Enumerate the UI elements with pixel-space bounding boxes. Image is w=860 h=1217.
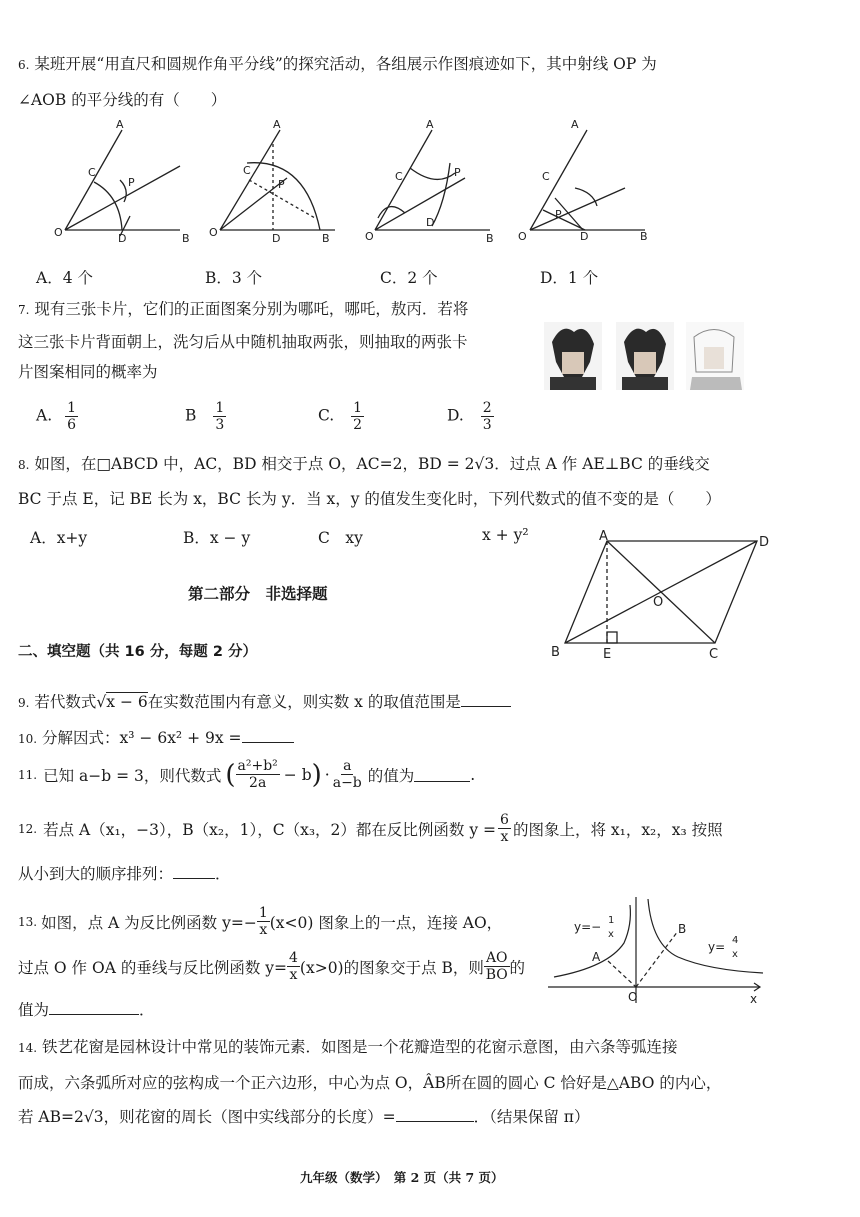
svg-text:P: P (555, 208, 562, 221)
svg-text:C: C (542, 170, 550, 183)
svg-text:C: C (709, 647, 719, 660)
svg-text:B: B (551, 645, 560, 660)
svg-text:x: x (750, 992, 758, 1005)
svg-text:B: B (322, 232, 330, 245)
svg-text:D: D (580, 230, 589, 243)
q8-parallelogram-figure (545, 528, 775, 660)
svg-text:A: A (571, 118, 579, 131)
q13-line2: 过点 O 作 OA 的垂线与反比例函数 y= $\frac{4}{x}$ (x>0)的图象交于点 B，则 $\frac{AO}{BO}$ 的 (18, 950, 526, 984)
svg-text:O: O (518, 230, 527, 243)
q6-option-b: B．3 个 (205, 269, 263, 287)
svg-text:C: C (395, 170, 403, 183)
svg-text:O: O (209, 226, 218, 239)
q13-line1: 13. 如图，点 A 为反比例函数 y=− $\frac{1}{x}$ (x<0) 图象上的一点，连接 AO， (18, 905, 503, 939)
svg-text:D: D (118, 232, 127, 245)
q13-line3: 值为 ． (18, 1001, 155, 1019)
q6-figures (50, 118, 660, 248)
svg-text:A: A (592, 950, 601, 964)
q14-answer-blank[interactable] (396, 1107, 474, 1122)
svg-text:O: O (54, 226, 63, 239)
q8-option-b: B．x − y (183, 529, 251, 547)
svg-text:x: x (732, 949, 738, 960)
q14-line1: 14. 铁艺花窗是园林设计中常见的装饰元素．如图是一个花瓣造型的花窗示意图，由六条等弧连接 (18, 1038, 678, 1056)
q7-option-a: A. $\frac{1}{6}$ (36, 400, 76, 434)
svg-text:P: P (278, 178, 285, 191)
q6-stem-line2: ∠AOB 的平分线的有（ ） (18, 91, 227, 109)
svg-text:A: A (426, 118, 434, 131)
q11-answer-blank[interactable] (414, 767, 470, 782)
section2-title: 二、填空题（共 16 分，每题 2 分） (18, 644, 257, 660)
q7-line2: 这三张卡片背面朝上，洗匀后从中随机抽取两张，则抽取的两张卡 (18, 333, 468, 351)
q12-line2: 从小到大的顺序排列： ． (18, 865, 231, 883)
q7-option-d: D. $\frac{2}{3}$ (447, 400, 492, 434)
svg-text:D: D (272, 232, 281, 245)
svg-text:A: A (599, 529, 608, 544)
q7-option-c: C. $\frac{1}{2}$ (318, 400, 363, 434)
q9: 9. 若代数式√x − 6在实数范围内有意义，则实数 x 的取值范围是 (18, 690, 511, 712)
svg-text:B: B (640, 230, 648, 243)
q7-card-images (544, 322, 744, 392)
svg-text:x: x (608, 929, 614, 940)
q6-stem-line1: 6. 某班开展“用直尺和圆规作角平分线”的探究活动，各组展示作图痕迹如下，其中射线 OP 为 (18, 55, 657, 73)
svg-text:1: 1 (608, 915, 615, 926)
svg-text:P: P (454, 166, 461, 179)
q7-option-b: B $\frac{1}{3}$ (185, 400, 225, 434)
q10-answer-blank[interactable] (242, 728, 294, 743)
svg-text:O: O (628, 990, 638, 1004)
q8-option-d: x + y² (482, 526, 529, 544)
svg-text:P: P (128, 176, 135, 189)
svg-text:C: C (243, 164, 251, 177)
q6-option-c: C．2 个 (380, 269, 438, 287)
q8-option-a: A．x+y (30, 529, 88, 547)
svg-text:B: B (678, 922, 687, 936)
q7-line1: 7. 现有三张卡片，它们的正面图案分别为哪吒，哪吒，敖丙．若将 (18, 300, 469, 318)
page-footer: 九年级（数学） 第 2 页（共 7 页） (300, 1170, 504, 1185)
q8-line2: BC 于点 E，记 BE 长为 x，BC 长为 y．当 x，y 的值发生变化时，下列代数式的值不变的是（ ） (18, 490, 721, 508)
svg-text:4: 4 (732, 935, 739, 946)
q8-line1: 8. 如图，在□ABCD 中，AC，BD 相交于点 O，AC=2，BD = 2√3．过点 A 作 AE⊥BC 的垂线交 (18, 455, 710, 473)
svg-text:D: D (426, 216, 435, 229)
q14-line3: 若 AB=2√3，则花窗的周长（图中实线部分的长度）= ．（结果保留 π） (18, 1108, 590, 1126)
q7-line3: 片图案相同的概率为 (18, 363, 158, 381)
q12-line1: 12. 若点 A（x₁，−3），B（x₂，1），C（x₃，2）都在反比例函数 y = $\frac{6}{x}$ 的图象上，将 x₁，x₂，x₃ 按照 (18, 812, 723, 846)
q6-option-a: A．4 个 (36, 269, 93, 287)
part2-title: 第二部分 非选择题 (188, 585, 328, 603)
q12-answer-blank[interactable] (173, 864, 215, 879)
q8-option-c: C xy (318, 529, 363, 547)
svg-text:y=: y= (708, 940, 726, 954)
svg-text:O: O (653, 595, 664, 610)
q10: 10. 分解因式：x³ − 6x² + 9x = (18, 726, 294, 748)
q14-line2: 而成，六条弧所对应的弦构成一个正六边形，中心为点 O，ÂB所在圆的圆心 C 恰好是△ABO 的内心， (18, 1074, 722, 1092)
svg-text:O: O (365, 230, 374, 243)
svg-text:B: B (182, 232, 190, 245)
svg-text:A: A (116, 118, 124, 131)
svg-text:A: A (273, 118, 281, 131)
q6-option-d: D．1 个 (540, 269, 599, 287)
q13-graph (548, 895, 768, 1005)
svg-text:D: D (759, 535, 770, 550)
svg-text:E: E (603, 647, 612, 660)
svg-text:y=−: y=− (574, 920, 602, 934)
q11: 11. 已知 a−b = 3，则代数式 ( $\frac{\text{a²+b²}}{2a}$ − b ) · $\frac{a}{a-b}$ 的值为 . (18, 758, 476, 792)
svg-text:C: C (88, 166, 96, 179)
svg-text:B: B (486, 232, 494, 245)
q13-answer-blank[interactable] (49, 1000, 139, 1015)
q9-answer-blank[interactable] (461, 692, 511, 707)
